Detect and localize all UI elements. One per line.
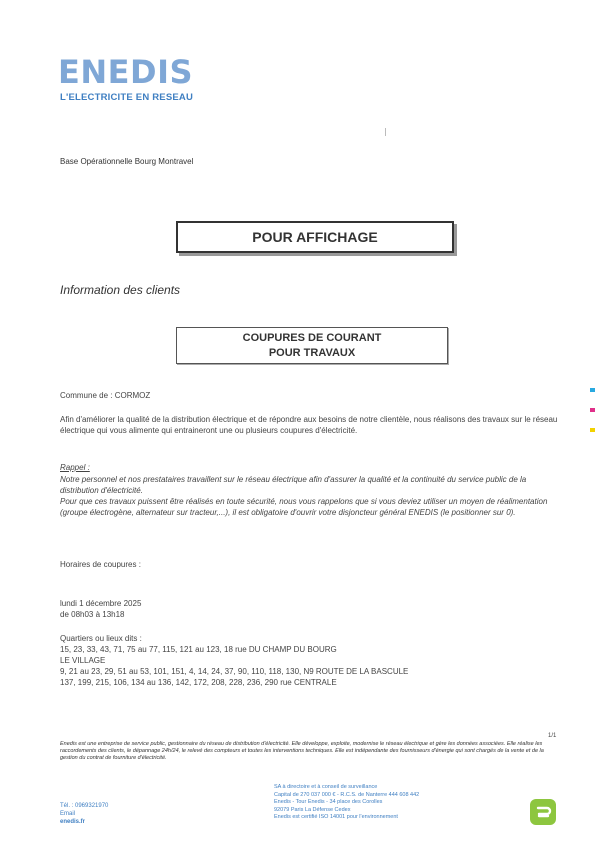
- banner-box: [176, 221, 454, 253]
- contact-site[interactable]: enedis.fr: [60, 819, 86, 825]
- quartier-line: 137, 199, 215, 106, 134 au 136, 142, 172, 208, 228, 236, 290 rue CENTRALE: [60, 678, 337, 687]
- time-text: de 08h03 à 13h18: [60, 610, 125, 619]
- rappel-line-1: Notre personnel et nos prestataires travaillent sur le réseau électrique afin d'assurer la qualité et la continuité du service public de la distribution d'électricité.: [60, 475, 527, 495]
- intro-paragraph: Afin d'améliorer la qualité de la distribution électrique et de répondre aux besoins de notre clientèle, nous réalisons des travaux sur le réseau électrique qui vous alimente qui entraineront une ou plusieurs coupures d'électricité.: [60, 415, 558, 435]
- enedis-logo: ENEDIS: [58, 53, 194, 91]
- notice-line-2: POUR TRAVAUX: [268, 347, 356, 359]
- base-operationnelle: Base Opérationnelle Bourg Montravel: [60, 157, 194, 166]
- commune: Commune de : CORMOZ: [60, 391, 151, 400]
- page-number: 1/1: [548, 733, 557, 739]
- quartiers-label: Quartiers ou lieux dits :: [60, 634, 142, 643]
- company-line: Enedis est certifié ISO 14001 pour l'environnement: [274, 814, 398, 820]
- horaires-label: Horaires de coupures :: [60, 560, 141, 569]
- rappel-body: [60, 474, 560, 518]
- company-line: 92079 Paris La Défense Cedex: [274, 806, 351, 813]
- quartier-line: LE VILLAGE: [60, 656, 106, 665]
- quartier-line: 15, 23, 33, 43, 71, 75 au 77, 115, 121 au 123, 18 rue DU CHAMP DU BOURG: [60, 645, 337, 654]
- quartiers: [60, 633, 560, 688]
- magenta-mark: [590, 408, 595, 412]
- coupure-date: [60, 598, 141, 620]
- date-text: lundi 1 décembre 2025: [60, 599, 142, 608]
- contact-info: [60, 802, 108, 826]
- enedis-badge-icon: [530, 799, 556, 825]
- scan-mark: [385, 128, 386, 136]
- company-line: SA à directoire et à conseil de surveillance: [274, 784, 378, 790]
- company-info: [274, 784, 419, 822]
- company-line: Capital de 270 037 000 € - R.C.S. de Nanterre 444 608 442: [274, 791, 420, 798]
- rappel-title: Rappel :: [60, 463, 90, 472]
- legal-notice: Enedis est une entreprise de service public, gestionnaire du réseau de distribution d'électricité. Elle développe, exploite, modernise le réseau électrique et gère les données associées. Elle réalise les raccordements des clients, le dépannage 24h/24, le relevé des compteurs et toutes les interventions techniques. Elle est indépendante des fournisseurs d'énergie qui sont chargés de la vente et de la gestion du contrat de fourniture d'électricité.: [60, 741, 544, 761]
- notice-line-1: COUPURES DE COURANT: [242, 332, 382, 344]
- company-line: Enedis - Tour Enedis - 34 place des Corolles: [274, 799, 383, 805]
- quartier-line: 9, 21 au 23, 29, 51 au 53, 101, 151, 4, 14, 24, 37, 90, 110, 118, 130, N9 ROUTE DE LA BASCULE: [60, 667, 409, 676]
- contact-email[interactable]: Email: [60, 811, 76, 817]
- yellow-mark: [590, 428, 595, 432]
- contact-tel: Tél. : 0969321970: [60, 803, 109, 809]
- cyan-mark: [590, 388, 595, 392]
- banner-title: POUR AFFICHAGE: [252, 229, 378, 245]
- rappel-line-2: Pour que ces travaux puissent être réalisés en toute sécurité, nous vous rappelons que si vous deviez utiliser un moyen de réalimentation (groupe électrogène, alternateur sur tracteur,...), il est obligatoire d'ouvrir votre disjoncteur général ENEDIS (le positionner sur 0).: [60, 497, 548, 517]
- notice-box: [176, 327, 448, 364]
- info-title: Information des clients: [60, 283, 181, 297]
- logo-tagline: L'ELECTRICITE EN RESEAU: [60, 92, 194, 103]
